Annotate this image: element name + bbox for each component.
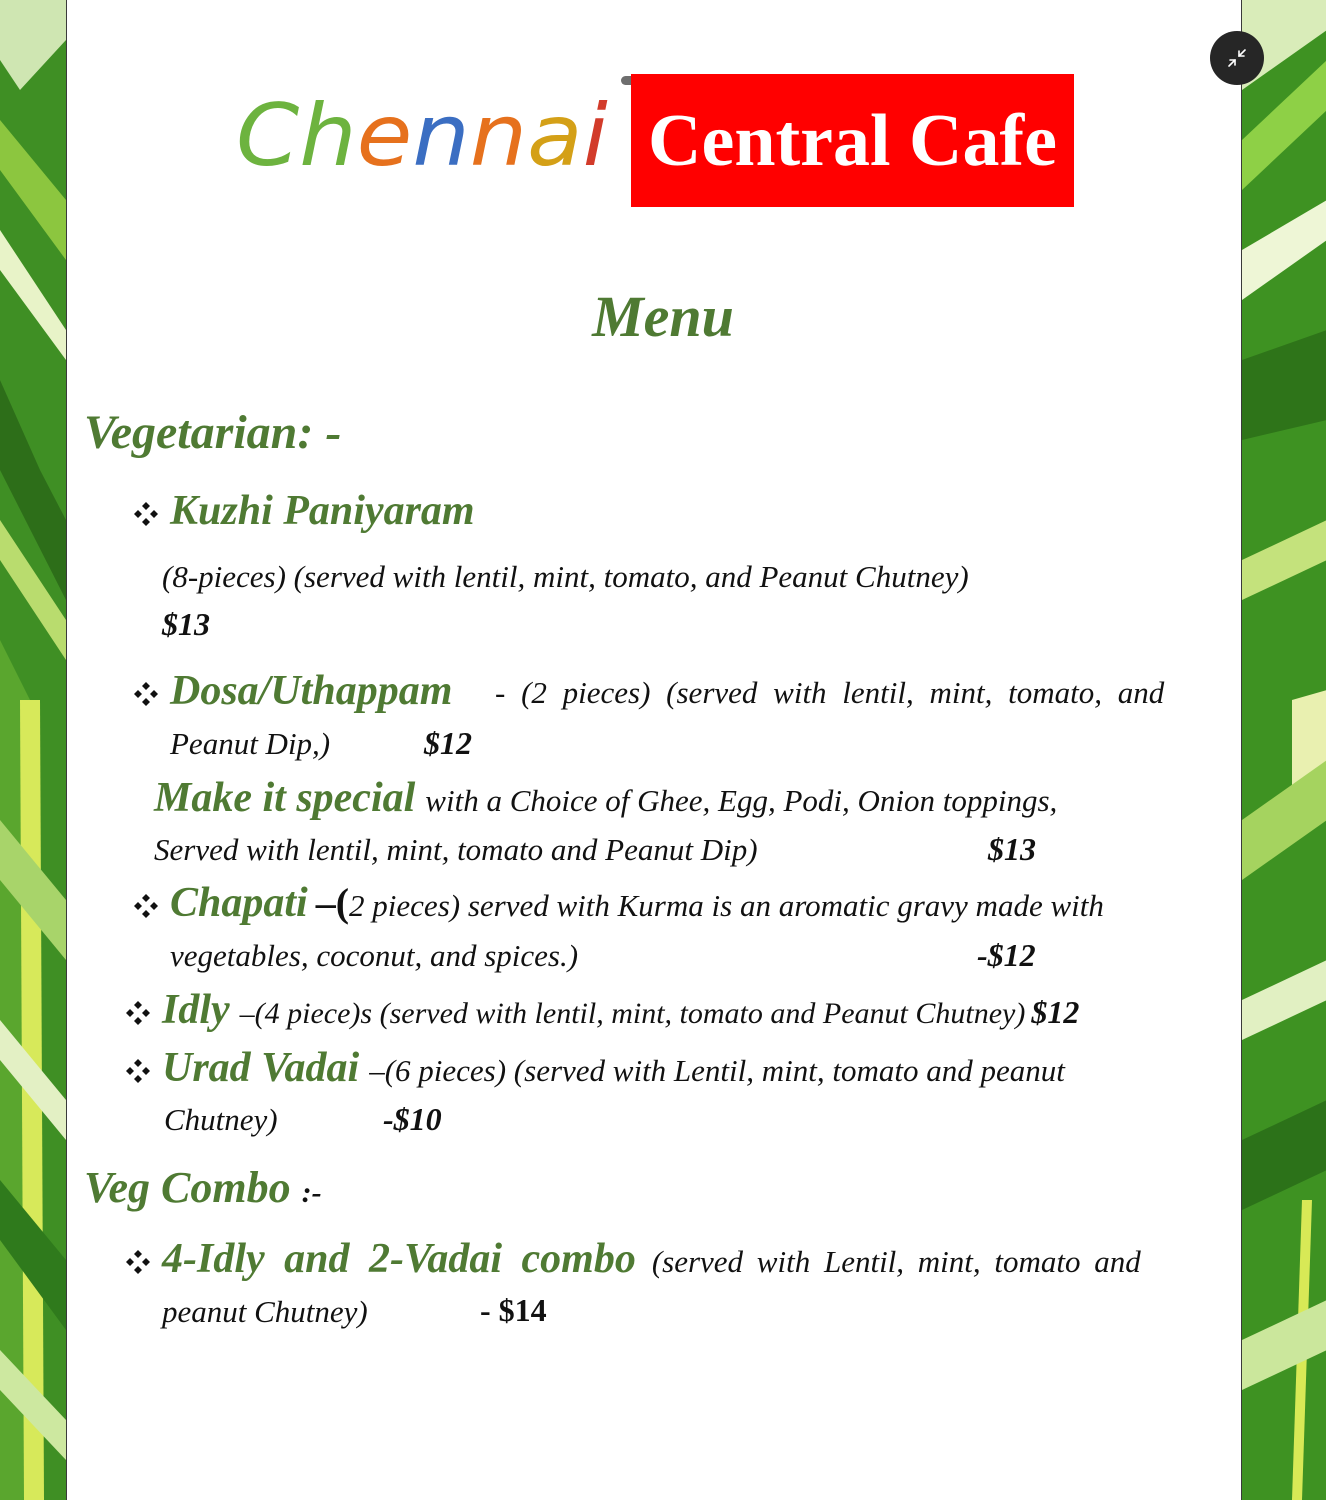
chennai-letter: n xyxy=(412,85,470,186)
item-name: 4-Idly and 2-Vadai combo xyxy=(162,1236,636,1282)
item-price: -$12 xyxy=(977,937,1036,973)
central-cafe-logo-box xyxy=(631,74,1074,207)
chennai-logo-text xyxy=(236,70,616,190)
chennai-letter: n xyxy=(469,85,528,186)
menu-item-idly-vadai-combo xyxy=(124,1235,1141,1283)
right-leaf-border xyxy=(1241,0,1326,1500)
left-leaf-border xyxy=(0,0,67,1500)
special-price: $13 xyxy=(988,831,1036,867)
collapse-button[interactable] xyxy=(1210,31,1264,85)
menu-item-kuzhi-paniyaram xyxy=(132,487,475,535)
veg-combo-heading xyxy=(84,1162,322,1213)
item-description: –(6 pieces) (served with Lentil, mint, tomato and peanut xyxy=(369,1053,1065,1088)
item-dash: –( xyxy=(315,880,350,925)
make-it-special-option xyxy=(154,774,1057,822)
item-description: –(4 piece)s (served with lentil, mint, tomato and Peanut Chutney) xyxy=(239,997,1026,1030)
special-description: with a Choice of Ghee, Egg, Podi, Onion toppings, xyxy=(425,783,1058,818)
item-name: Idly xyxy=(162,987,230,1033)
item-description-line2: peanut Chutney) xyxy=(162,1294,368,1329)
veg-combo-title: Veg Combo xyxy=(84,1163,291,1212)
item-description-line2: Chutney) xyxy=(164,1102,278,1137)
four-diamond-bullet-icon xyxy=(124,999,152,1027)
menu-item-chapati xyxy=(132,879,1104,927)
chennai-letter: i xyxy=(582,85,608,186)
menu-item-dosa-uthappam xyxy=(132,667,452,715)
menu-title: Menu xyxy=(592,284,734,349)
central-cafe-text: Central Cafe xyxy=(648,99,1057,182)
four-diamond-bullet-icon xyxy=(132,500,160,528)
item-name: Chapati xyxy=(170,880,308,926)
menu-item-idly xyxy=(124,986,1079,1034)
special-description-line2: Served with lentil, mint, tomato and Peanut Dip) xyxy=(154,832,758,867)
item-description-line2: Peanut Dip,) xyxy=(170,726,331,761)
collapse-arrows-icon xyxy=(1225,46,1249,70)
svg-text:Chennai xyxy=(236,85,608,185)
item-price: $13 xyxy=(162,606,210,642)
four-diamond-bullet-icon xyxy=(132,680,160,708)
item-name: Kuzhi Paniyaram xyxy=(170,488,475,534)
item-price: -$10 xyxy=(383,1101,442,1137)
item-description: (served with Lentil, mint, tomato and xyxy=(651,1244,1141,1279)
chennai-letter: e xyxy=(356,85,413,186)
item-price: $12 xyxy=(424,725,472,761)
veg-combo-suffix: :- xyxy=(301,1176,322,1209)
chennai-letter: a xyxy=(527,85,583,186)
item-description: - (2 pieces) (served with lentil, mint, tomato, and xyxy=(495,675,1165,710)
item-price: $12 xyxy=(1031,994,1080,1030)
item-name: Urad Vadai xyxy=(162,1045,360,1091)
menu-item-urad-vadai xyxy=(124,1044,1065,1092)
vegetarian-heading: Vegetarian: - xyxy=(84,406,342,459)
chennai-letter: C xyxy=(236,85,300,186)
item-description: (8-pieces) (served with lentil, mint, tomato, and Peanut Chutney) xyxy=(162,559,969,594)
item-name: Dosa/Uthappam xyxy=(170,668,453,714)
special-label: Make it special xyxy=(154,775,416,821)
item-price: - $14 xyxy=(480,1292,547,1328)
four-diamond-bullet-icon xyxy=(132,892,160,920)
item-description-line2: vegetables, coconut, and spices.) xyxy=(170,938,579,973)
four-diamond-bullet-icon xyxy=(124,1248,152,1276)
item-description: 2 pieces) served with Kurma is an aromatic gravy made with xyxy=(349,888,1104,923)
chennai-letter: h xyxy=(299,85,357,186)
four-diamond-bullet-icon xyxy=(124,1057,152,1085)
